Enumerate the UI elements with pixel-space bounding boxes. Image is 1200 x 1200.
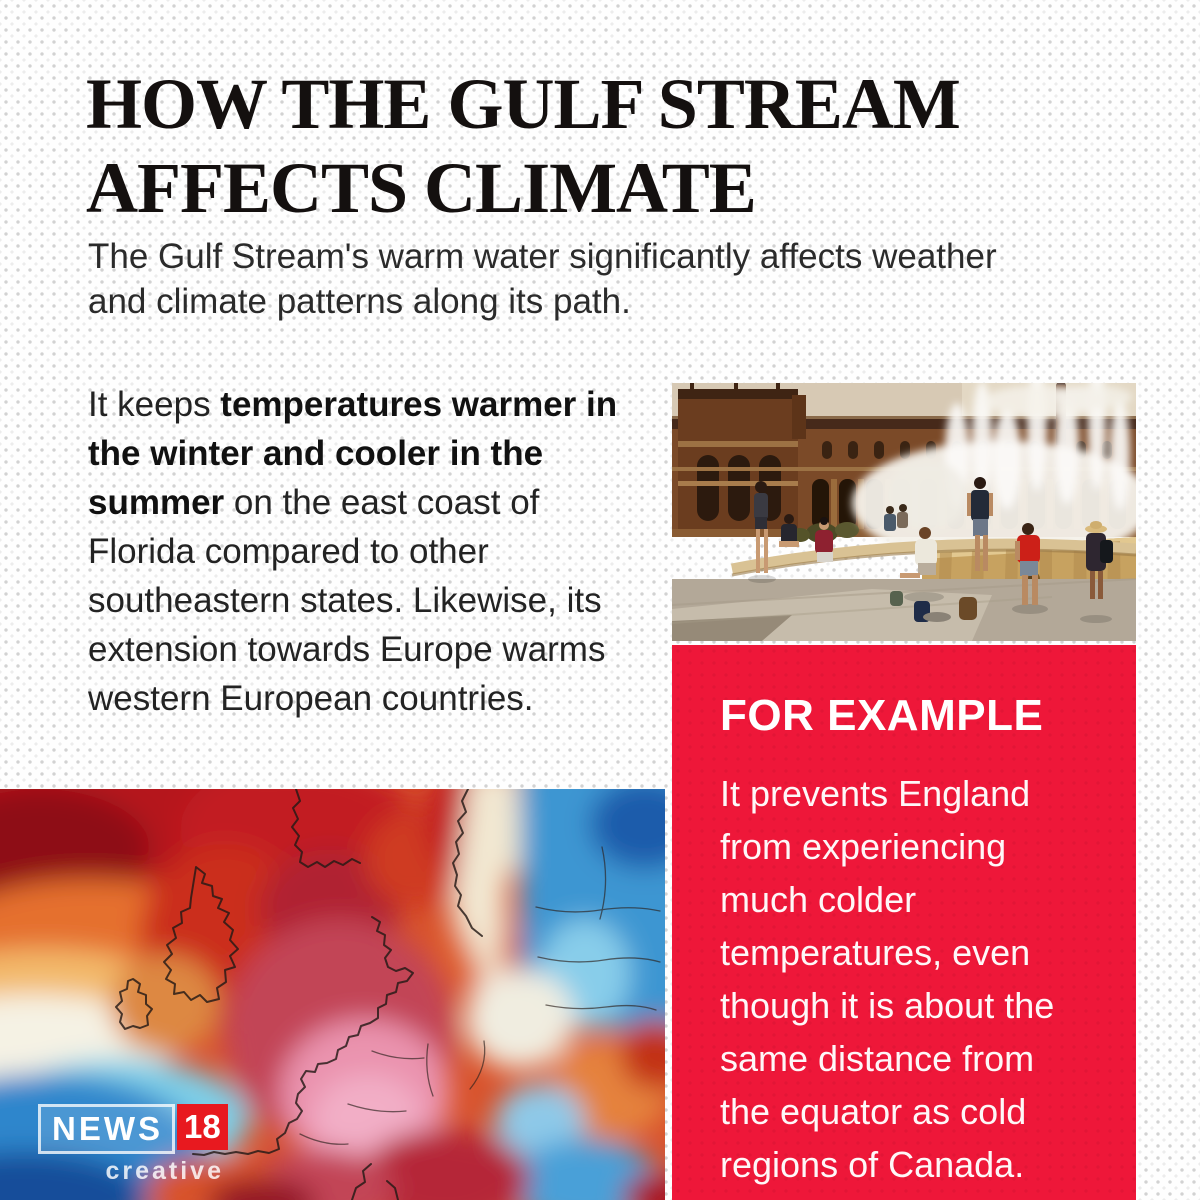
example-body-text: It prevents England from experiencing much colder temperatures, even though it is about the same distance from the equator as cold regions of Canada. — [720, 773, 1055, 1185]
news18-logo-creative: creative — [105, 1157, 224, 1185]
fountain-photo — [672, 383, 1136, 641]
page-title — [86, 62, 960, 230]
news18-logo-news: NEWS — [38, 1104, 175, 1154]
page-subtitle: The Gulf Stream's warm water significantly affects weather and climate patterns along its path. — [88, 237, 997, 321]
example-box — [672, 645, 1136, 1200]
paragraph-rest: on the east coast of Florida compared to other southeastern states. Likewise, its extension towards Europe warms western European countries. — [88, 483, 606, 718]
photo-pavement — [672, 579, 1136, 641]
body-paragraph — [88, 380, 643, 723]
news18-logo-18: 18 — [177, 1104, 228, 1150]
paragraph-intro: It keeps — [88, 385, 221, 424]
paragraph-bold-text: temperatures warmer in the winter and cooler in the summer — [88, 385, 618, 522]
news18-creative-logo — [38, 1104, 228, 1186]
title-line-2: AFFECTS CLIMATE — [86, 148, 756, 228]
title-line-1: HOW THE GULF STREAM — [86, 64, 960, 144]
example-heading: FOR EXAMPLE — [720, 691, 1044, 740]
